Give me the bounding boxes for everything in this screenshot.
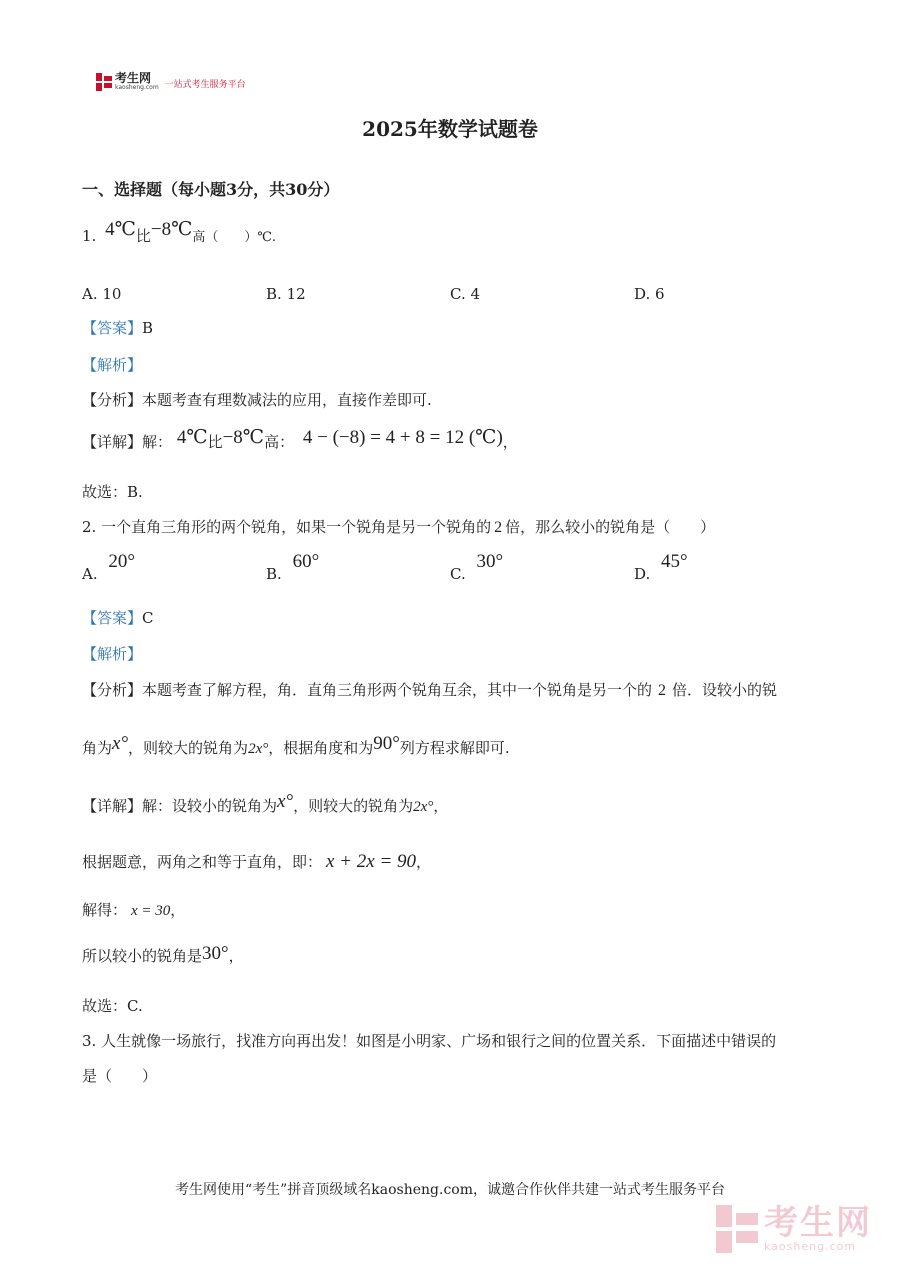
q2-option-b: B. 60° <box>266 551 320 583</box>
q1-option-c: C. 4 <box>450 285 481 303</box>
q1-answer <box>82 318 153 338</box>
watermark-url: kaosheng.com <box>764 1240 857 1253</box>
watermark-name: 考生网 <box>764 1203 872 1243</box>
q3-stem-line2: 是（ ） <box>82 1067 158 1085</box>
q2-option-d: D. 45° <box>634 551 688 583</box>
q1-temp-a: 4℃ <box>105 219 136 240</box>
q1-text-bi: 比 <box>135 227 151 245</box>
q1-conclusion: 故选：B. <box>82 483 143 501</box>
q1-number: 1. <box>82 227 97 245</box>
page-footer: 考生网使用“考生”拼音顶级域名kaosheng.com，诚邀合作伙伴共建一站式考生服务平台 <box>174 1182 726 1198</box>
watermark <box>716 1205 872 1253</box>
logo-slogan: 一站式考生服务平台 <box>164 80 246 90</box>
q3-stem-line1: 3. 人生就像一场旅行，找准方向再出发！如图是小明家、广场和银行之间的位置关系．下面描述中错误的 <box>82 1032 777 1050</box>
watermark-logo-icon <box>716 1205 758 1253</box>
q1-temp-b: −8℃ <box>150 219 193 240</box>
answer-tag: 【答案】 <box>82 319 143 337</box>
q2-fenxi-line2: 角为x°，则较大的锐角为2x°，根据角度和为90°列方程求解即可. <box>82 733 510 757</box>
q1-detail-temp-a: 4℃ <box>176 427 208 448</box>
q1-stem <box>82 219 277 248</box>
q2-option-a: A. 20° <box>82 551 135 583</box>
q1-option-d: D. 6 <box>634 285 665 303</box>
logo-url: kaosheng.com <box>115 84 159 91</box>
q1-fenxi: 【分析】本题考查有理数减法的应用，直接作差即可. <box>82 391 432 409</box>
q2-detail-line3: 解得： x = 30， <box>82 901 186 919</box>
q1-analysis-tag: 【解析】 <box>82 356 143 374</box>
q1-text-gao: 高（ ）℃. <box>192 230 277 245</box>
q1-option-a: A. 10 <box>82 285 122 303</box>
q2-detail-line4: 所以较小的锐角是30°， <box>82 943 244 965</box>
q1-detail-equation: 4 − (−8) = 4 + 8 = 12 (℃) <box>302 427 503 448</box>
q2-detail-line2: 根据题意，两角之和等于直角，即： x + 2x = 90， <box>82 851 432 872</box>
q1-detail-temp-b: −8℃ <box>222 427 265 448</box>
header-logo <box>96 72 246 91</box>
kaosheng-logo-icon <box>96 73 112 91</box>
q2-stem: 2. 一个直角三角形的两个锐角，如果一个锐角是另一个锐角的 2 倍，那么较小的锐角是（ ） <box>82 518 716 536</box>
q1-answer-value: B <box>142 319 154 337</box>
logo-name: 考生网 <box>115 71 152 85</box>
q2-option-c: C. 30° <box>450 551 504 583</box>
q2-analysis-tag: 【解析】 <box>82 645 143 663</box>
q1-option-b: B. 12 <box>266 285 306 303</box>
q1-detail: 【详解】解： 4℃比−8℃高： 4 − (−8) = 4 + 8 = 12 (℃)， <box>82 427 518 451</box>
q2-conclusion: 故选：C. <box>82 997 143 1015</box>
section-heading: 一、选择题（每小题3分，共30分） <box>82 180 340 199</box>
q2-answer: 【答案】C <box>82 609 154 627</box>
q2-fenxi-line1: 【分析】本题考查了解方程，角．直角三角形两个锐角互余，其中一个锐角是另一个的 2 倍．设较小的锐 <box>82 681 778 699</box>
q2-detail: 【详解】解：设较小的锐角为x°，则较大的锐角为2x°， <box>82 791 449 815</box>
page-title: 2025年数学试题卷 <box>362 117 538 141</box>
